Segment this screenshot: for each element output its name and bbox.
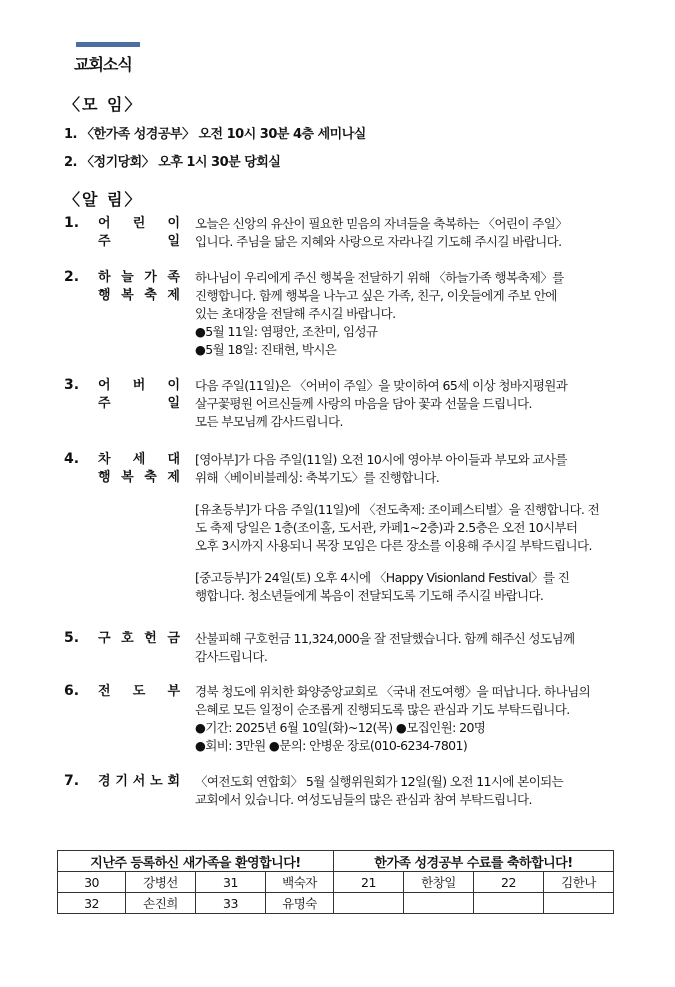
notice-label-char: 린 (132, 216, 146, 231)
notice-label (98, 683, 180, 701)
notice-label-char: 회 (167, 774, 180, 789)
notice-line: [유초등부]가 다음 주일(11일)에 〈전도축제: 조이페스티벌〉을 진행합니다. 전 (195, 502, 600, 517)
notice-label-char: 제 (167, 288, 180, 303)
new-family-header: 지난주 등록하신 새가족을 환영합니다! (58, 851, 334, 872)
table-header-row (58, 851, 614, 872)
notice-line: 감사드립니다. (195, 649, 268, 664)
notice-label (98, 773, 180, 791)
notice-label-char: 일 (167, 234, 180, 249)
notice-number: 7. (64, 773, 80, 789)
notice-line: 입니다. 주님을 닮은 지혜와 사랑으로 자라나길 기도해 주시길 바랍니다. (195, 234, 562, 249)
table-cell: 21 (334, 872, 404, 893)
notice-label-char: 가 (144, 270, 157, 285)
notice-number: 1. (64, 215, 80, 231)
notice-label-char: 어 (98, 216, 111, 231)
notice-label-char: 경 (98, 774, 111, 789)
notice-body (195, 630, 615, 666)
notice-label-char: 어 (98, 378, 111, 393)
notice-line: 살구꽃평원 어르신들께 사랑의 마음을 담아 꽃과 선물을 드립니다. (195, 396, 532, 411)
registration-table (57, 850, 614, 914)
notice-label-char: 금 (167, 631, 180, 646)
notice-line: 있는 초대장을 전달해 주시길 바랍니다. (195, 306, 396, 321)
notice-label-char: 대 (167, 452, 180, 467)
notice-label-line (98, 233, 180, 251)
notice-label-char: 축 (144, 288, 157, 303)
notice-line: 다음 주일(11일)은 〈어버이 주일〉을 맞이하여 65세 이상 청바지평원과 (195, 378, 568, 393)
table-cell: 33 (196, 893, 266, 914)
meetings-heading: 〈모 임〉 (64, 95, 143, 114)
notice-line: ●5월 18일: 진태현, 박시은 (195, 342, 337, 357)
table-cell: 한창일 (404, 872, 474, 893)
notice-body (195, 215, 615, 251)
notice-label-line (98, 451, 180, 469)
notice-label-char: 주 (98, 234, 111, 249)
table-cell: 22 (473, 872, 543, 893)
notice-label-char: 복 (121, 470, 134, 485)
notice-line: [영아부]가 다음 주일(11일) 오전 10시에 영아부 아이들과 부모와 교사를 (195, 452, 567, 467)
notice-label-char: 노 (150, 774, 163, 789)
notice-line: 행합니다. 청소년들에게 복음이 전달되도록 기도해 주시길 바랍니다. (195, 588, 544, 603)
notice-label-char: 서 (132, 774, 146, 789)
notice-label-char: 행 (98, 288, 111, 303)
notice-line: ●기간: 2025년 6월 10일(화)~12(목) ●모집인원: 20명 (195, 720, 486, 735)
notice-line: 위해〈베이비블레싱: 축복기도〉를 진행합니다. (195, 470, 440, 485)
notice-number: 2. (64, 269, 80, 285)
notice-body (195, 683, 615, 755)
notice-label-char: 이 (167, 216, 180, 231)
notice-label-char: 전 (98, 684, 111, 699)
table-cell (473, 893, 543, 914)
notice-label-line (98, 773, 180, 791)
notice-label-char: 제 (167, 470, 180, 485)
notice-label-line (98, 377, 180, 395)
notice-label-char: 축 (144, 470, 157, 485)
notice-label-char: 주 (98, 396, 111, 411)
notice-label-char: 늘 (121, 270, 134, 285)
notice-label-char: 이 (167, 378, 180, 393)
notice-number: 4. (64, 451, 80, 467)
table-cell: 백숙자 (266, 872, 334, 893)
notice-number: 6. (64, 683, 80, 699)
notice-body (195, 451, 615, 605)
notice-label (98, 451, 180, 487)
notice-label (98, 377, 180, 413)
notice-line: 경북 청도에 위치한 화양중앙교회로 〈국내 전도여행〉을 떠납니다. 하나님의 (195, 684, 591, 699)
notice-line: 오후 3시까지 사용되니 목장 모임은 다른 장소를 이용해 주시길 부탁드립니다. (195, 538, 592, 553)
notice-label-char: 버 (132, 378, 146, 393)
notice-line: 〈여전도회 연합회〉 5월 실행위원회가 12일(월) 오전 11시에 본이되는 (195, 774, 564, 789)
notice-label-char: 차 (98, 452, 111, 467)
notice-label-char: 족 (167, 270, 180, 285)
table-cell: 30 (58, 872, 126, 893)
notice-line: 은혜로 모든 일정이 순조롭게 진행되도록 많은 관심과 기도 부탁드립니다. (195, 702, 570, 717)
meeting-item: 2. 〈정기당회〉 오후 1시 30분 당회실 (64, 155, 281, 170)
notice-label-char: 일 (167, 396, 180, 411)
notice-label-char: 헌 (144, 631, 157, 646)
table-cell: 31 (196, 872, 266, 893)
notice-label-line (98, 469, 180, 487)
meeting-item: 1. 〈한가족 성경공부〉 오전 10시 30분 4층 세미나실 (64, 127, 366, 142)
notice-label-char: 행 (98, 470, 111, 485)
notice-number: 5. (64, 630, 80, 646)
notice-body (195, 773, 615, 809)
notice-number: 3. (64, 377, 80, 393)
notice-line: ●5월 11일: 염평안, 조찬미, 임성규 (195, 324, 378, 339)
paragraph-gap (195, 555, 615, 569)
table-row (58, 893, 614, 914)
notice-label-char: 세 (132, 452, 146, 467)
notice-line: 오늘은 신앙의 유산이 필요한 믿음의 자녀들을 축복하는 〈어린이 주일〉 (195, 216, 568, 231)
notice-label-char: 호 (121, 631, 134, 646)
table-cell: 손진희 (126, 893, 196, 914)
notice-label-line (98, 683, 180, 701)
notice-label-line (98, 630, 180, 648)
page-title: 교회소식 (74, 55, 132, 74)
notice-label (98, 215, 180, 251)
notice-body (195, 377, 615, 431)
notice-line: [중고등부]가 24일(토) 오후 4시에 〈Happy Visionland Festival〉를 진 (195, 570, 570, 585)
notice-label-line (98, 269, 180, 287)
notice-label (98, 269, 180, 305)
table-cell (334, 893, 404, 914)
notice-label-char: 도 (132, 684, 146, 699)
notice-label (98, 630, 180, 648)
notice-label-char: 구 (98, 631, 111, 646)
notice-label-char: 기 (115, 774, 128, 789)
table-cell: 유명숙 (266, 893, 334, 914)
table-cell: 김한나 (543, 872, 613, 893)
notices-heading: 〈알 림〉 (64, 190, 143, 209)
notice-line: 진행합니다. 함께 행복을 나누고 싶은 가족, 친구, 이웃들에게 주보 안에 (195, 288, 557, 303)
notice-line: ●회비: 3만원 ●문의: 안병운 장로(010-6234-7801) (195, 738, 468, 753)
table-cell: 32 (58, 893, 126, 914)
paragraph-gap (195, 487, 615, 501)
notice-line: 도 축제 당일은 1층(조이홀, 도서관, 카페1~2층)과 2.5층은 오전 10시부터 (195, 520, 578, 535)
notice-label-line (98, 395, 180, 413)
notice-body (195, 269, 615, 359)
table-cell: 강병선 (126, 872, 196, 893)
notice-line: 모든 부모님께 감사드립니다. (195, 414, 343, 429)
graduation-header: 한가족 성경공부 수료를 축하합니다! (334, 851, 614, 872)
table-cell (404, 893, 474, 914)
notice-label-char: 복 (121, 288, 134, 303)
notice-label-line (98, 287, 180, 305)
notice-line: 산불피해 구호헌금 11,324,000을 잘 전달했습니다. 함께 해주신 성도님께 (195, 631, 575, 646)
notice-label-char: 부 (167, 684, 180, 699)
notice-line: 교회에서 있습니다. 여성도님들의 많은 관심과 참여 부탁드립니다. (195, 792, 532, 807)
table-row (58, 872, 614, 893)
header-accent-bar (76, 42, 140, 47)
notice-line: 하나님이 우리에게 주신 행복을 전달하기 위해 〈하늘가족 행복축제〉를 (195, 270, 564, 285)
table-cell (543, 893, 613, 914)
notice-label-char: 하 (98, 270, 111, 285)
notice-label-line (98, 215, 180, 233)
